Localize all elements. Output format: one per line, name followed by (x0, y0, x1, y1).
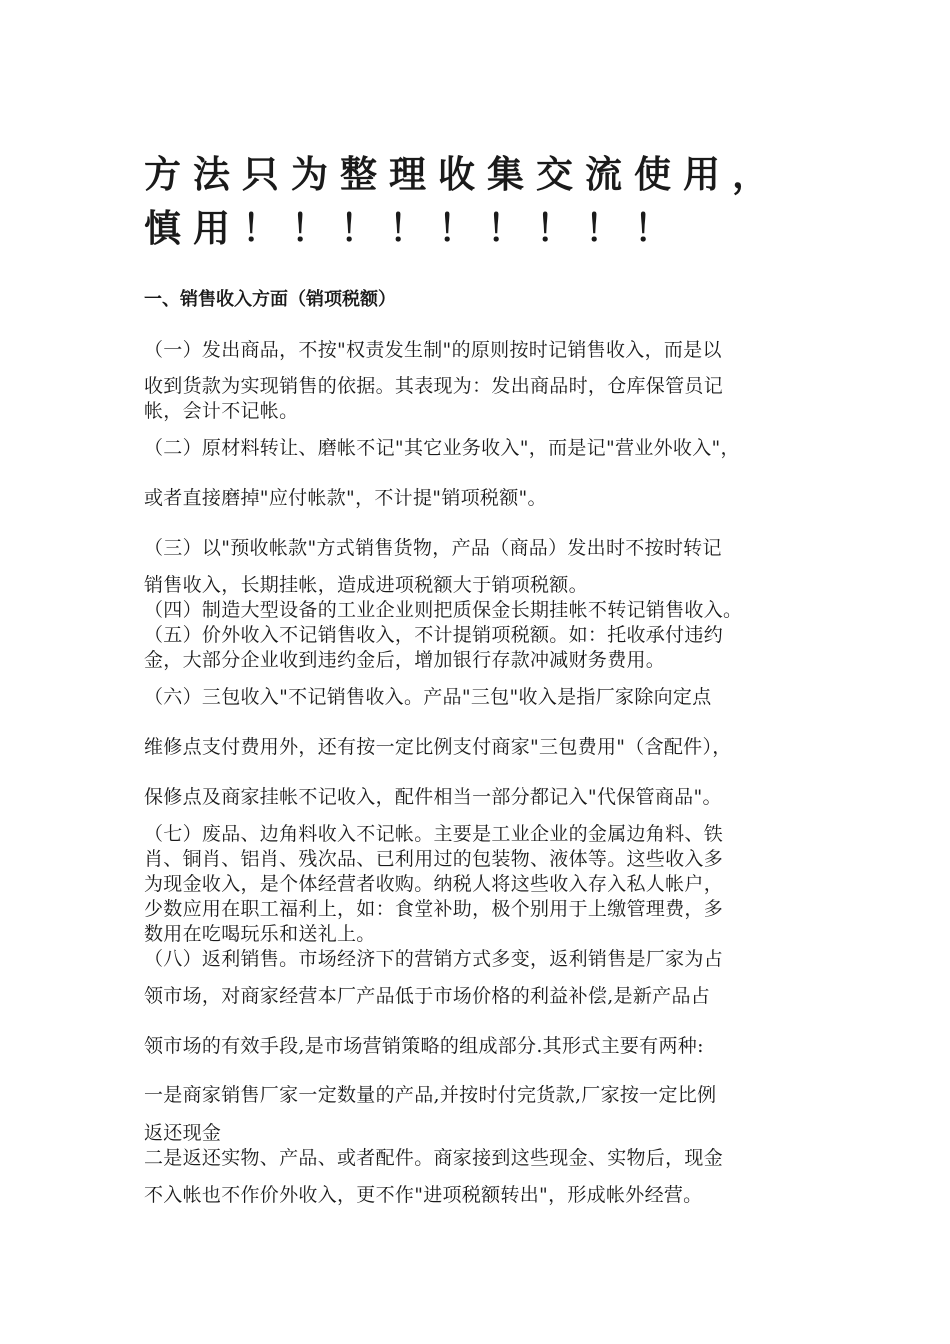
paragraph-line: 肖、铜肖、铝肖、残次品、已利用过的包装物、液体等。这些收入多 (144, 848, 724, 870)
paragraph-line: 为现金收入，是个体经营者收购。纳税人将这些收入存入私人帐户， (144, 873, 724, 895)
paragraph-line: （五）价外收入不记销售收入，不计提销项税额。如：托收承付违约 (144, 624, 724, 646)
document-title: 方法只为整理收集交流使用，慎用！！！！！！！！！ (144, 153, 781, 250)
paragraph-line: 维修点支付费用外，还有按一定比例支付商家"三包费用"（含配件）， (144, 736, 732, 758)
paragraph-line: 数用在吃喝玩乐和送礼上。 (144, 923, 376, 945)
paragraph-line: 保修点及商家挂帐不记收入，配件相当一部分都记入"代保管商品"。 (144, 786, 722, 808)
paragraph-line: 一是商家销售厂家一定数量的产品,并按时付完货款,厂家按一定比例 (144, 1084, 717, 1106)
paragraph-line: （八）返利销售。市场经济下的营销方式多变，返利销售是厂家为占 (144, 948, 724, 970)
paragraph-line: 二是返还实物、产品、或者配件。商家接到这些现金、实物后，现金 (144, 1147, 724, 1169)
paragraph-line: 返还现金 (144, 1122, 222, 1144)
paragraph-line: 领市场，对商家经营本厂产品低于市场价格的利益补偿,是新产品占 (144, 985, 711, 1007)
paragraph-line: （四）制造大型设备的工业企业则把质保金长期挂帐不转记销售收入。 (144, 599, 743, 621)
paragraph-line: 销售收入，长期挂帐，造成进项税额大于销项税额。 (144, 574, 588, 596)
paragraph-line: （三）以"预收帐款"方式销售货物，产品（商品）发出时不按时转记 (144, 537, 722, 559)
paragraph-line: 不入帐也不作价外收入，更不作"进项税额转出"，形成帐外经营。 (144, 1184, 703, 1206)
paragraph-line: （六）三包收入"不记销售收入。产品"三包"收入是指厂家除向定点 (144, 686, 712, 708)
paragraph-line: 或者直接磨掉"应付帐款"，不计提"销项税额"。 (144, 487, 547, 509)
paragraph-line: （二）原材料转让、磨帐不记"其它业务收入"，而是记"营业外收入"， (144, 437, 740, 459)
paragraph-line: （七）废品、边角料收入不记帐。主要是工业企业的金属边角料、铁 (144, 823, 724, 845)
paragraph-line: 收到货款为实现销售的依据。其表现为：发出商品时，仓库保管员记 (144, 375, 724, 397)
paragraph-line: 金，大部分企业收到违约金后，增加银行存款冲减财务费用。 (144, 649, 666, 671)
paragraph-line: 帐，会计不记帐。 (144, 400, 299, 422)
section-heading: 一、销售收入方面（销项税额） (144, 289, 396, 310)
paragraph-line: 少数应用在职工福利上，如：食堂补助，极个别用于上缴管理费，多 (144, 898, 724, 920)
paragraph-line: （一）发出商品，不按"权责发生制"的原则按时记销售收入，而是以 (144, 339, 722, 361)
paragraph-line: 领市场的有效手段,是市场营销策略的组成部分.其形式主要有两种: (144, 1035, 704, 1057)
